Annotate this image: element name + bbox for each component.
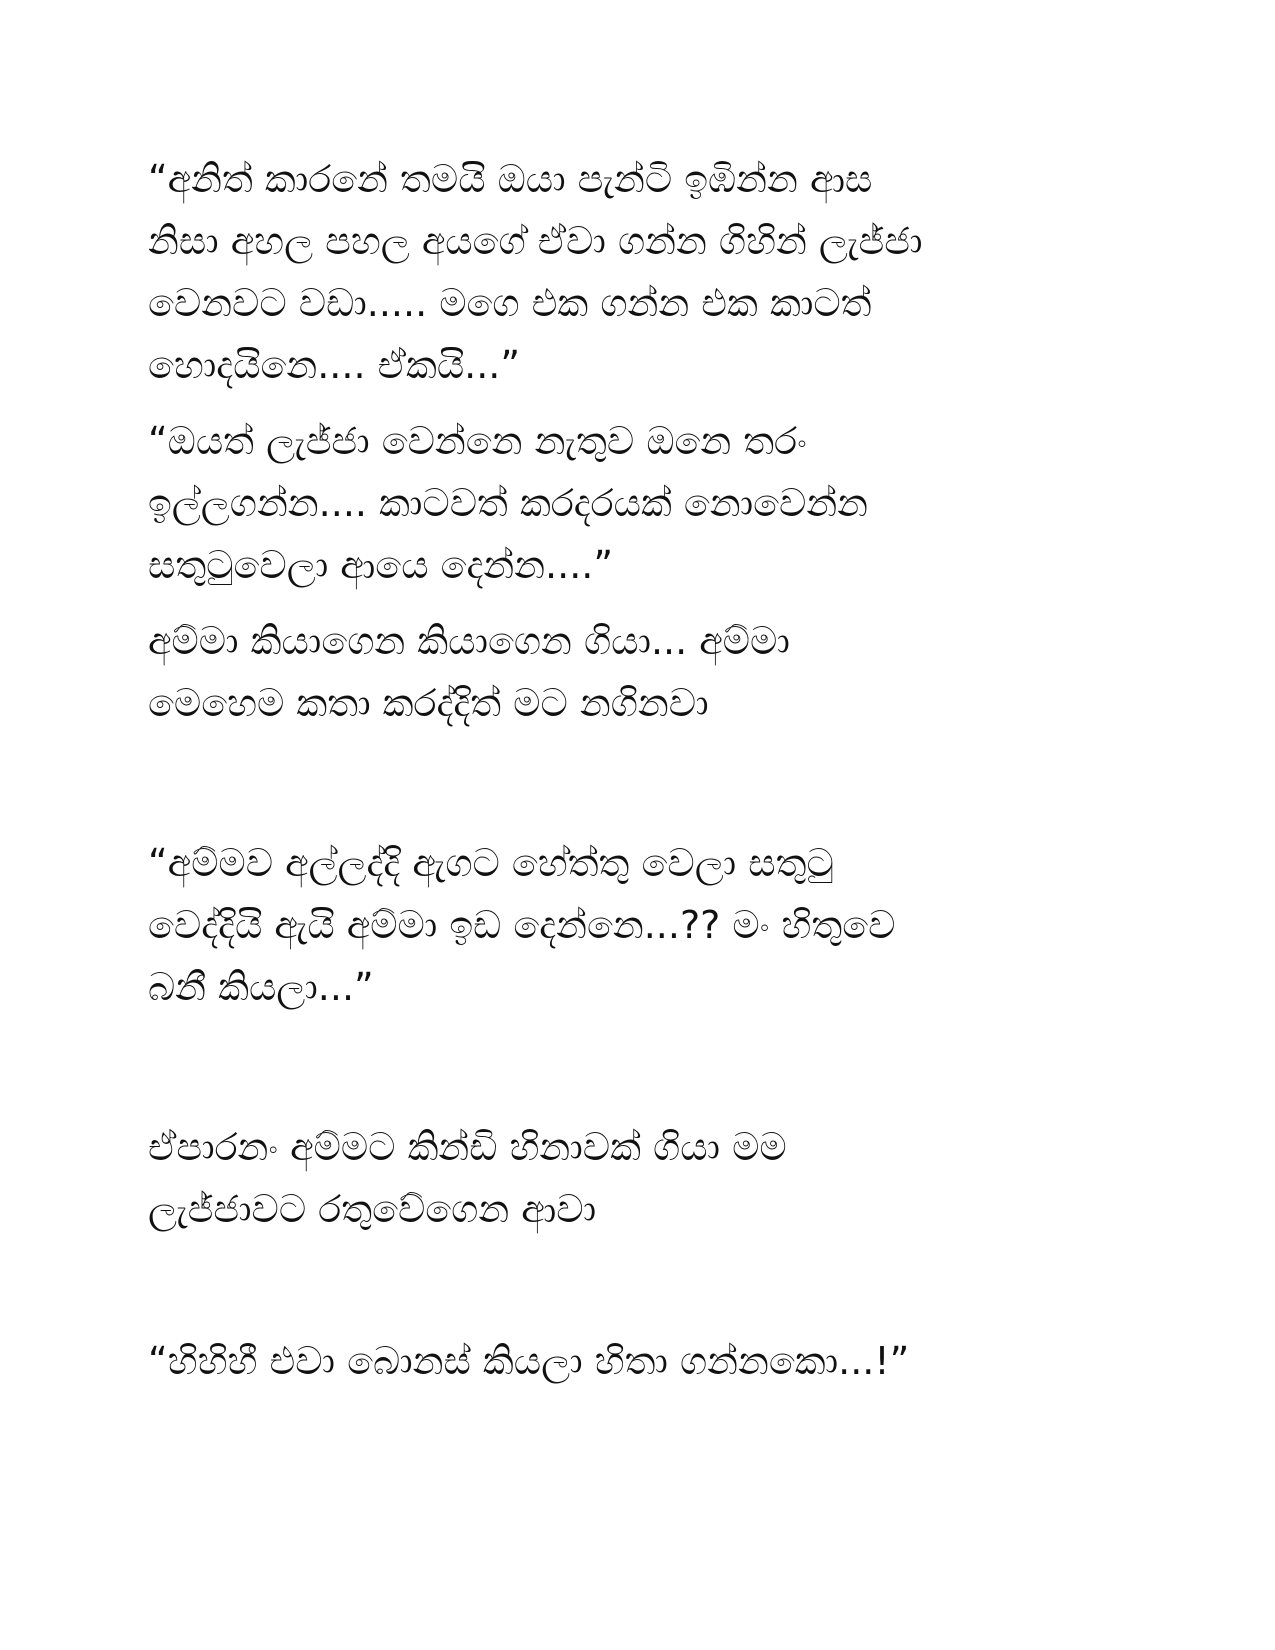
text-line: ඒපාරනං අම්මට කින්ඩි හිනාවක් ගියා මම: [148, 1125, 787, 1169]
text-line: ඉල්ලගන්න.... කාටවත් කරදරයක් නොවෙන්න: [148, 481, 869, 525]
text-line: වෙද්දියි ඇයි අම්මා ඉඩ දෙන්නෙ...?? මං හිතුවෙ: [148, 903, 896, 947]
text-line: නිසා අහල පහල අයගේ ඒවා ගන්න ගිහින් ලැජ්ජා: [148, 219, 923, 263]
text-line: “අම්මව අල්ලද්දි ඇගට හේත්තු වෙලා සතුටු: [148, 841, 834, 885]
text-line: හොදයිනෙ.... ඒකයි...”: [148, 343, 521, 387]
paragraph: [148, 832, 1148, 1018]
paragraph: [148, 1330, 1148, 1392]
text-line: “අනිත් කාරනේ තමයි ඔයා පැන්ටි ඉඹින්න ආස: [148, 157, 873, 201]
paragraph: [148, 148, 1148, 396]
text-line: වෙනවට වඩා..... මගෙ එක ගන්න එක කාටත්: [148, 281, 872, 325]
paragraph: [148, 410, 1148, 596]
text-line: අම්මා කියාගෙන කියාගෙන ගියා... අම්මා: [148, 619, 790, 663]
text-line: සතුටුවෙලා ආයෙ දෙන්න....”: [148, 543, 614, 587]
text-line: “හිහිහී එවා බොනස් කියලා හිතා ගන්නකො...!”: [148, 1339, 910, 1383]
paragraph: [148, 610, 1148, 734]
paragraph: [148, 1116, 1148, 1240]
text-line: මෙහෙම කතා කරද්දිත් මට නගිනවා: [148, 681, 709, 725]
text-line: බනී කියලා...”: [148, 965, 374, 1009]
text-line: “ඔයත් ලැජ්ජා වෙන්නෙ නැතුව ඔනෙ තරං: [148, 419, 807, 463]
text-line: ලැජ්ජාවට රතුවේගෙන ආවා: [148, 1187, 597, 1231]
